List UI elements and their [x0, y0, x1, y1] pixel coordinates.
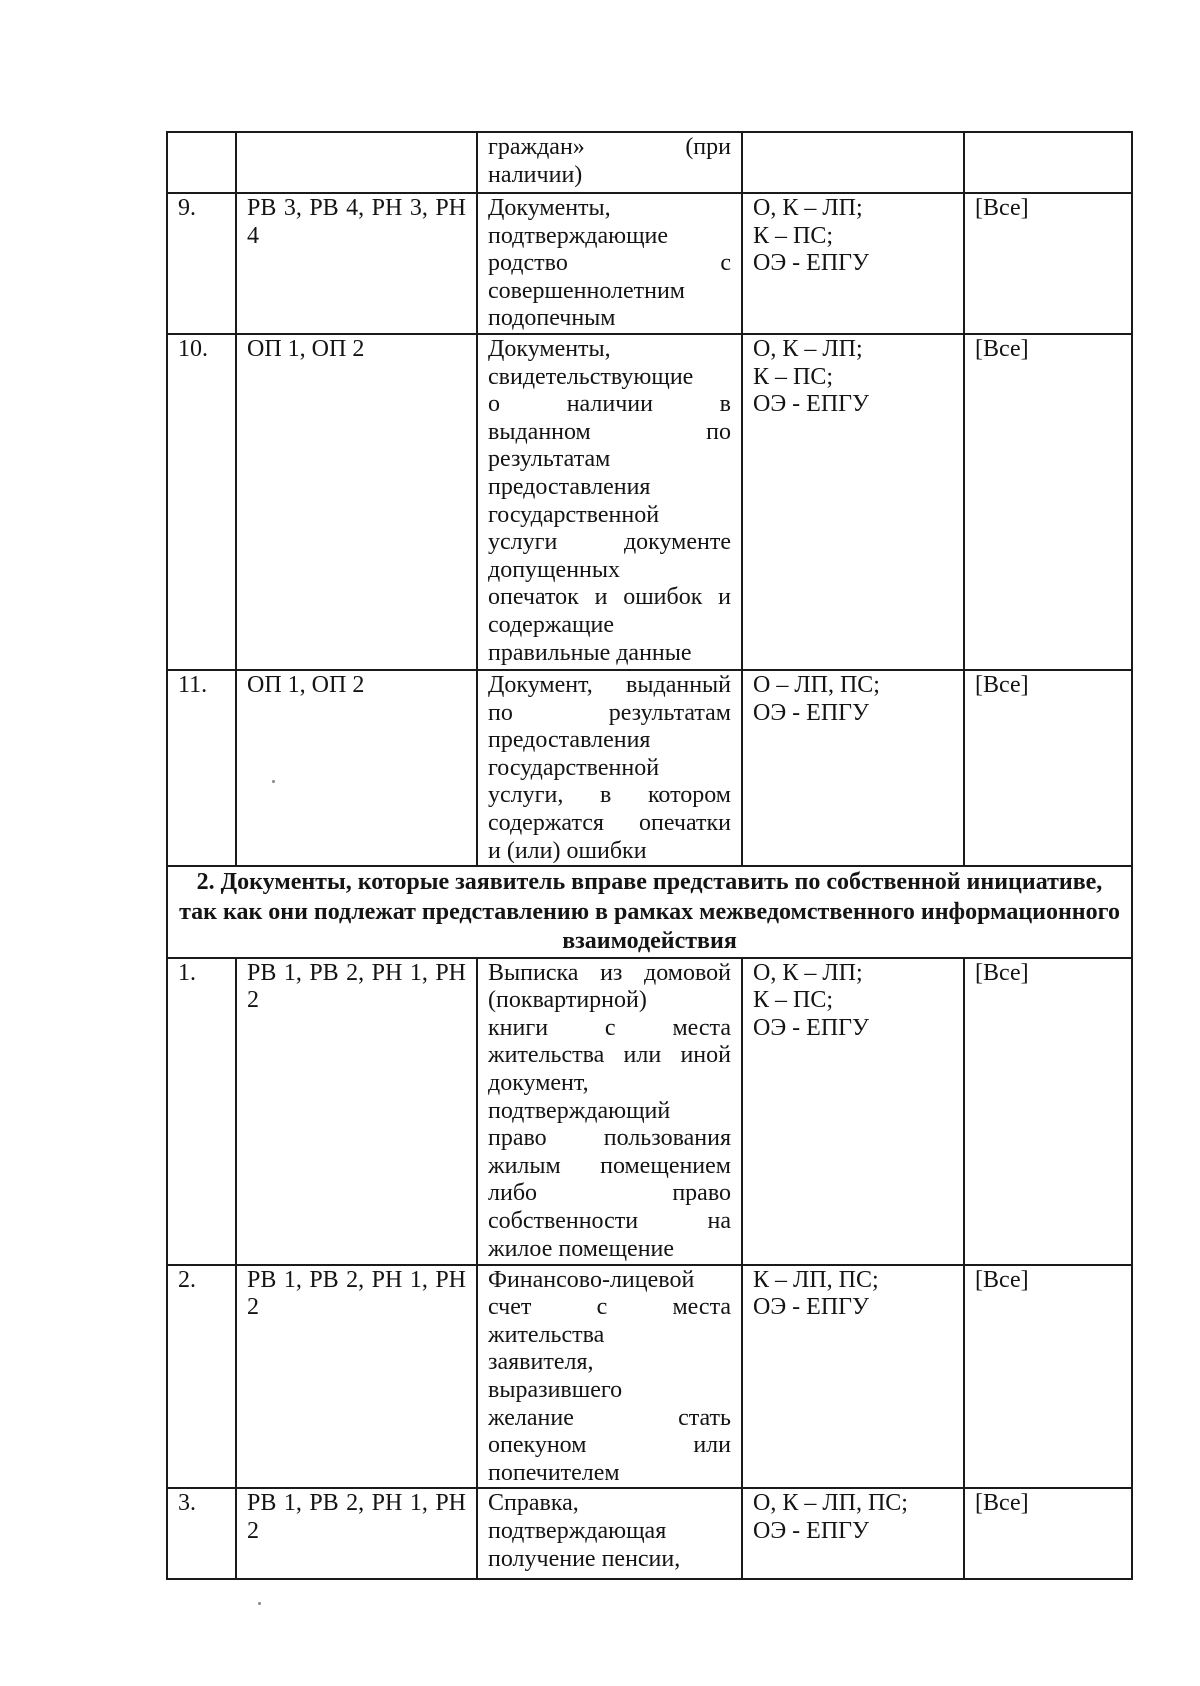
submission-form-line: ОЭ - ЕПГУ	[753, 1294, 870, 1321]
table-row	[167, 958, 1132, 1265]
row-submission-form	[742, 132, 964, 193]
description-line: выданном по	[488, 418, 731, 445]
row-codes: ОП 1, ОП 2	[236, 334, 477, 670]
description-line: выразившего	[488, 1377, 623, 1404]
row-description	[477, 132, 742, 193]
table-row	[167, 334, 1132, 670]
description-line: содержащие	[488, 611, 615, 638]
description-line: документ,	[488, 1070, 589, 1097]
description-line: услуги, в котором	[488, 782, 731, 809]
submission-form-line: ОЭ - ЕПГУ	[753, 699, 870, 726]
row-submission-form	[742, 334, 964, 670]
row-number: 9.	[167, 193, 236, 334]
description-line: по результатам	[488, 699, 731, 726]
row-description	[477, 193, 742, 334]
row-description	[477, 1488, 742, 1579]
description-line: совершеннолетним	[488, 277, 685, 304]
row-submission-form	[742, 958, 964, 1265]
description-line: государственной	[488, 501, 660, 528]
description-line: опекуном или	[488, 1432, 731, 1459]
row-scope	[964, 132, 1132, 193]
scan-speck	[272, 780, 275, 783]
description-line: жительства	[488, 1321, 605, 1348]
submission-form-line: ОЭ - ЕПГУ	[753, 391, 870, 418]
row-codes: РВ 1, РВ 2, РН 1, РН 2	[236, 958, 477, 1265]
description-line: жительства или иной	[488, 1042, 731, 1069]
row-description	[477, 670, 742, 866]
description-line: (поквартирной)	[488, 987, 647, 1014]
description-line: счет с места	[488, 1294, 731, 1321]
table-body-section-2	[167, 958, 1132, 1580]
row-number: 10.	[167, 334, 236, 670]
row-submission-form	[742, 1265, 964, 1489]
row-number: 2.	[167, 1265, 236, 1489]
description-line: подтверждающие	[488, 222, 669, 249]
description-line: свидетельствующие	[488, 363, 694, 390]
table-row-section-title	[167, 866, 1132, 958]
table-row	[167, 193, 1132, 334]
row-number: 11.	[167, 670, 236, 866]
description-line: услуги документе	[488, 529, 731, 556]
submission-form-line: О, К – ЛП;	[753, 195, 863, 221]
description-line: правильные данные	[488, 639, 692, 666]
table-row	[167, 1265, 1132, 1489]
description-line: и (или) ошибки	[488, 837, 647, 864]
description-line: граждан» (при	[488, 134, 731, 160]
row-description	[477, 334, 742, 670]
row-number: 1.	[167, 958, 236, 1265]
row-submission-form	[742, 670, 964, 866]
description-line: результатам	[488, 446, 611, 473]
description-line: желание стать	[488, 1404, 731, 1431]
description-line: допущенных	[488, 556, 620, 583]
description-line: получение пенсии,	[488, 1545, 681, 1572]
row-scope: [Все]	[964, 1488, 1132, 1579]
row-scope: [Все]	[964, 958, 1132, 1265]
description-line: право пользования	[488, 1125, 731, 1152]
scan-speck	[258, 1602, 261, 1605]
submission-form-line: К – ЛП, ПС;	[753, 1266, 879, 1293]
documents-table	[166, 131, 1133, 1580]
row-codes: ОП 1, ОП 2	[236, 670, 477, 866]
description-line: государственной	[488, 754, 660, 781]
description-line: либо право	[488, 1180, 731, 1207]
description-line: заявителя,	[488, 1349, 594, 1376]
row-scope: [Все]	[964, 334, 1132, 670]
submission-form-line: ОЭ - ЕПГУ	[753, 1518, 870, 1544]
description-line: о наличии в	[488, 391, 731, 418]
description-line: наличии)	[488, 161, 583, 188]
submission-form-line: ОЭ - ЕПГУ	[753, 1014, 870, 1041]
description-line: Справка,	[488, 1490, 579, 1517]
row-codes: РВ 1, РВ 2, РН 1, РН 2	[236, 1265, 477, 1489]
submission-form-line: О – ЛП, ПС;	[753, 672, 880, 698]
description-line: Документы,	[488, 195, 611, 221]
row-description	[477, 958, 742, 1265]
table-row	[167, 132, 1132, 193]
table-row	[167, 1488, 1132, 1579]
description-line: собственности на	[488, 1208, 731, 1234]
description-line: родство с	[488, 250, 731, 277]
row-codes: РВ 3, РВ 4, РН 3, РН 4	[236, 193, 477, 334]
description-line: подтверждающий	[488, 1097, 671, 1124]
row-submission-form	[742, 1488, 964, 1579]
submission-form-line: О, К – ЛП;	[753, 959, 863, 986]
submission-form-line: К – ПС;	[753, 987, 834, 1014]
description-line: содержатся опечатки	[488, 809, 731, 836]
submission-form-line: К – ПС;	[753, 363, 834, 390]
row-submission-form	[742, 193, 964, 334]
description-line: Финансово-лицевой	[488, 1266, 695, 1293]
description-line: предоставления	[488, 727, 651, 754]
description-line: Документы,	[488, 336, 611, 362]
row-description	[477, 1265, 742, 1489]
submission-form-line: ОЭ - ЕПГУ	[753, 250, 870, 277]
row-scope: [Все]	[964, 1265, 1132, 1489]
table-row	[167, 670, 1132, 866]
description-line: жилым помещением	[488, 1152, 731, 1179]
description-line: Выписка из домовой	[488, 959, 731, 986]
submission-form-line: О, К – ЛП;	[753, 336, 863, 362]
row-number: 3.	[167, 1488, 236, 1579]
row-scope: [Все]	[964, 670, 1132, 866]
row-scope: [Все]	[964, 193, 1132, 334]
description-line: попечителем	[488, 1459, 620, 1486]
row-codes: РВ 1, РВ 2, РН 1, РН 2	[236, 1488, 477, 1579]
submission-form-line: О, К – ЛП, ПС;	[753, 1490, 908, 1517]
row-number	[167, 132, 236, 193]
description-line: предоставления	[488, 473, 651, 500]
description-line: Документ, выданный	[488, 672, 731, 698]
description-line: опечаток и ошибок и	[488, 584, 731, 611]
description-line: подопечным	[488, 305, 616, 332]
description-line: жилое помещение	[488, 1235, 675, 1262]
description-line: книги с места	[488, 1014, 731, 1041]
submission-form-line: К – ПС;	[753, 222, 834, 249]
row-codes	[236, 132, 477, 193]
table-body-section-1	[167, 132, 1132, 866]
description-line: подтверждающая	[488, 1518, 667, 1544]
section-2-header	[167, 866, 1132, 958]
section-title: 2. Документы, которые заявитель вправе представить по собственной инициативе, так как они подлежат представлению в рамках межведомственного информационного взаимодействия	[167, 866, 1132, 958]
